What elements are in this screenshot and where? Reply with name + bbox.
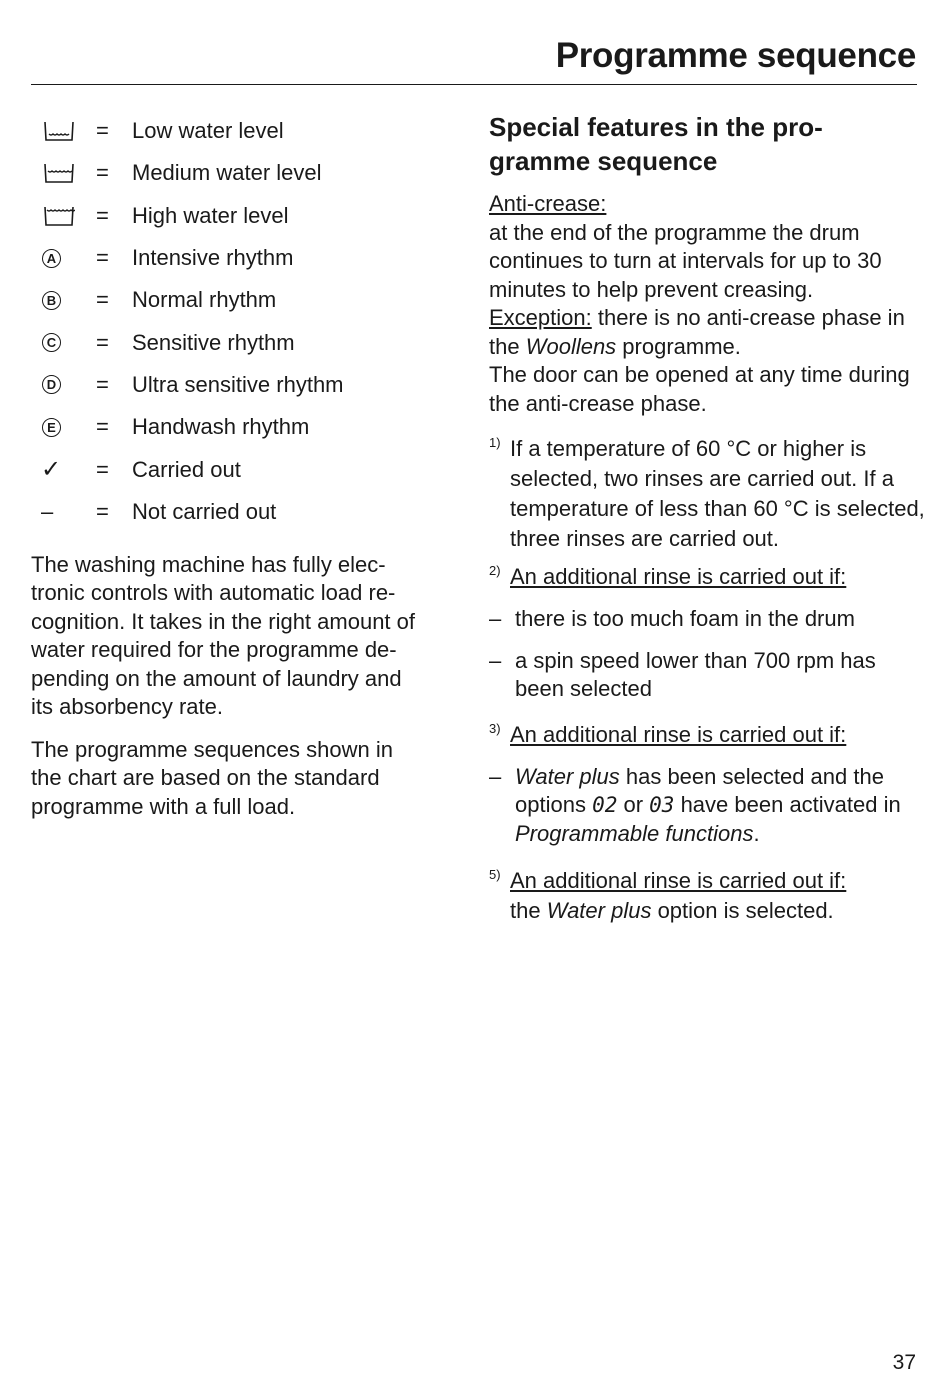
legend-row: D = Ultra sensitive rhythm	[31, 364, 463, 406]
left-column	[31, 110, 463, 821]
lcd-code: 03	[649, 793, 675, 817]
page-title: Programme sequence	[555, 36, 916, 75]
legend-label: Handwash rhythm	[132, 414, 310, 440]
legend-row: = Medium water level	[31, 152, 463, 194]
legend-label: Carried out	[132, 456, 241, 482]
legend-row: B = Normal rhythm	[31, 279, 463, 321]
anti-crease-label: Anti-crease:	[489, 191, 607, 216]
check-icon: ✓	[41, 456, 62, 484]
legend-row: C = Sensitive rhythm	[31, 321, 463, 363]
legend-row: – = Not carried out	[31, 491, 463, 533]
intro-paragraph: The washing machine has fully elec- tronic controls with automatic load re- cognition. It takes in the right amount of water required for the programme de- pending on the amount of laundry and its absorbency rate.	[31, 551, 416, 720]
high-water-level-icon	[43, 204, 75, 228]
legend-label: Medium water level	[132, 160, 322, 186]
dash-icon: –	[41, 498, 54, 524]
legend-row: = High water level	[31, 195, 463, 237]
intensive-rhythm-icon: A	[42, 249, 61, 268]
right-column	[489, 110, 929, 926]
legend-row: A = Intensive rhythm	[31, 237, 463, 279]
legend-row: = Low water level	[31, 110, 463, 152]
section-heading: Special features in the pro- gramme sequence	[489, 112, 823, 176]
legend-row: E = Handwash rhythm	[31, 406, 463, 448]
exception-label: Exception:	[489, 305, 592, 330]
anti-crease-paragraph: Anti-crease: at the end of the programme the drum continues to turn at intervals for up to 30 minutes to help prevent creasing. Exception: there is no anti-crease phase in the Woollens programme. The door can be opened at any time during the anti-crease phase.	[489, 191, 910, 416]
legend-label: Ultra sensitive rhythm	[132, 371, 344, 397]
handwash-rhythm-icon: E	[42, 418, 61, 437]
footnote-3: 3) An additional rinse is carried out if:	[489, 720, 847, 747]
legend-list	[31, 110, 463, 533]
low-water-level-icon	[43, 119, 75, 143]
legend-label: Normal rhythm	[132, 287, 277, 313]
list-item: – there is too much foam in the drum	[489, 606, 855, 631]
list-item: – a spin speed lower than 700 rpm has been selected	[489, 647, 876, 701]
legend-label: Sensitive rhythm	[132, 329, 295, 355]
page-number: 37	[892, 1351, 916, 1374]
legend-label: Intensive rhythm	[132, 245, 294, 271]
legend-label: Not carried out	[132, 498, 277, 524]
legend-row: ✓ = Carried out	[31, 448, 463, 490]
normal-rhythm-icon: B	[42, 291, 61, 310]
footnote-1: 1) If a temperature of 60 °C or higher is selected, two rinses are carried out. If a temperature of less than 60 °C is selected, three rinses are carried out.	[489, 435, 925, 551]
legend-label: Low water level	[132, 118, 284, 144]
legend-label: High water level	[132, 202, 289, 228]
footnote-5: 5) An additional rinse is carried out if: the Water plus option is selected.	[489, 867, 847, 923]
medium-water-level-icon	[43, 161, 75, 185]
ultra-sensitive-rhythm-icon: D	[42, 375, 61, 394]
lcd-code: 02	[592, 793, 618, 817]
footnote-2: 2) An additional rinse is carried out if:	[489, 563, 847, 589]
sensitive-rhythm-icon: C	[42, 333, 61, 352]
list-item: – Water plus has been selected and the options 02 or 03 have been activated in Programmable functions.	[489, 763, 901, 846]
chart-note-paragraph: The programme sequences shown in the chart are based on the standard programme with a full load.	[31, 736, 393, 819]
title-divider	[31, 84, 917, 85]
